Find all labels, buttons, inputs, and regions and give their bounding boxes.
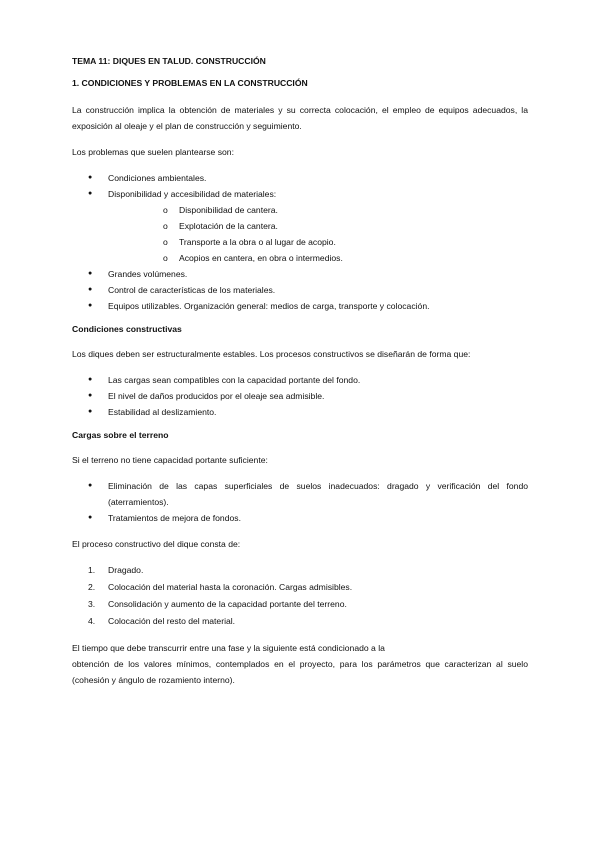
list-item: ● Condiciones ambientales. bbox=[72, 170, 528, 186]
list-item: ● Grandes volúmenes. bbox=[72, 266, 528, 282]
list-item: ● Eliminación de las capas superficiales de suelos inadecuados: dragado y verificación del fondo (aterramientos). bbox=[72, 478, 528, 510]
list-item: ● Control de características de los materiales. bbox=[72, 282, 528, 298]
intro-paragraph: La construcción implica la obtención de materiales y su correcta colocación, el empleo de equipos adecuados, la exposición al oleaje y el plan de construcción y seguimiento. bbox=[72, 105, 528, 131]
step-text: Colocación del material hasta la coronación. Cargas admisibles. bbox=[108, 582, 353, 592]
list-item: ● Equipos utilizables. Organización general: medios de carga, transporte y colocación. bbox=[72, 298, 528, 314]
process-steps bbox=[72, 562, 528, 630]
list-item-label: Disponibilidad y accesibilidad de materiales: bbox=[108, 189, 277, 199]
step-item bbox=[72, 579, 528, 596]
subheading-loads: Cargas sobre el terreno bbox=[72, 430, 169, 440]
sub-list-item: o Disponibilidad de cantera. bbox=[108, 202, 528, 218]
step-text: Colocación del resto del material. bbox=[108, 616, 236, 626]
closing-line-1: El tiempo que debe transcurrir entre una fase y la siguiente está condicionado a la bbox=[72, 643, 385, 653]
subheading-conditions: Condiciones constructivas bbox=[72, 324, 182, 334]
loads-list bbox=[72, 478, 528, 526]
step-item bbox=[72, 613, 528, 630]
step-item bbox=[72, 596, 528, 613]
list-item bbox=[72, 186, 528, 266]
loads-lead: Si el terreno no tiene capacidad portante suficiente: bbox=[72, 455, 268, 465]
list-item: ● Las cargas sean compatibles con la capacidad portante del fondo. bbox=[72, 372, 528, 388]
sub-list-item: o Acopios en cantera, en obra o intermedios. bbox=[108, 250, 528, 266]
materials-sublist bbox=[108, 202, 528, 266]
step-item bbox=[72, 562, 528, 579]
process-lead: El proceso constructivo del dique consta de: bbox=[72, 539, 241, 549]
sub-list-item: o Explotación de la cantera. bbox=[108, 218, 528, 234]
problems-list bbox=[72, 170, 528, 314]
sub-list-item: o Transporte a la obra o al lugar de acopio. bbox=[108, 234, 528, 250]
step-number: 4. bbox=[88, 616, 96, 626]
list-item: ● El nivel de daños producidos por el oleaje sea admisible. bbox=[72, 388, 528, 404]
section-heading: 1. CONDICIONES Y PROBLEMAS EN LA CONSTRUCCIÓN bbox=[72, 78, 308, 88]
step-number: 2. bbox=[88, 582, 96, 592]
document-title: TEMA 11: DIQUES EN TALUD. CONSTRUCCIÓN bbox=[72, 56, 266, 66]
conditions-lead: Los diques deben ser estructuralmente estables. Los procesos constructivos se diseñarán de forma que: bbox=[72, 349, 471, 359]
step-text: Consolidación y aumento de la capacidad portante del terreno. bbox=[108, 599, 347, 609]
step-text: Dragado. bbox=[108, 565, 144, 575]
problems-lead: Los problemas que suelen plantearse son: bbox=[72, 147, 234, 157]
conditions-list bbox=[72, 372, 528, 420]
list-item: ● Tratamientos de mejora de fondos. bbox=[72, 510, 528, 526]
step-number: 1. bbox=[88, 565, 96, 575]
step-number: 3. bbox=[88, 599, 96, 609]
list-item: ● Estabilidad al deslizamiento. bbox=[72, 404, 528, 420]
closing-paragraph: obtención de los valores mínimos, contemplados en el proyecto, para los parámetros que caracterizan al suelo (cohesión y ángulo de rozamiento interno). bbox=[72, 659, 528, 685]
